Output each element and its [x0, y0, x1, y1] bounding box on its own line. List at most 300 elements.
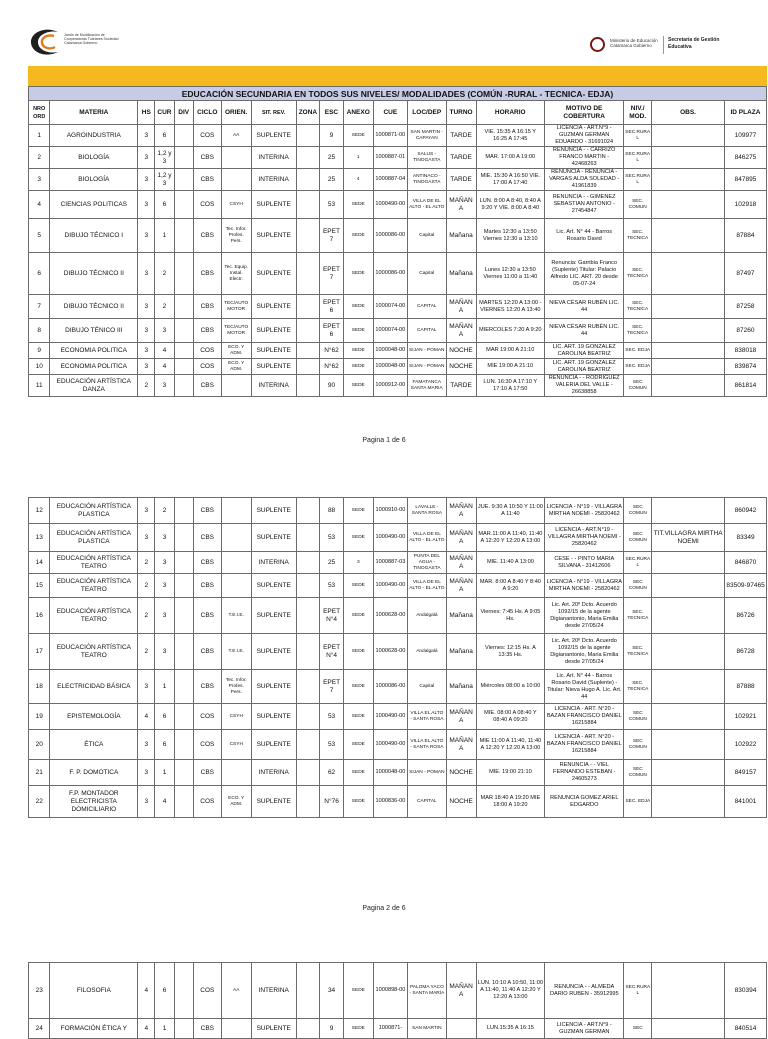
table-body-page-2	[29, 498, 767, 818]
table-cell: N°76	[320, 786, 344, 818]
table-cell: 4	[138, 1019, 155, 1039]
table-cell: FAMATANCA SANTA MARIA	[407, 375, 446, 397]
table-cell: TARDE	[446, 375, 476, 397]
table-cell: SEC COMUN	[624, 730, 652, 760]
table-cell: 18	[29, 670, 50, 704]
table-cell: 1000086-00	[373, 219, 407, 253]
table-cell: SEC COMUN	[624, 498, 652, 524]
table-cell: 17	[29, 634, 50, 670]
table-row	[29, 574, 767, 598]
table-cell: 10	[29, 359, 50, 375]
table-cell: 3	[343, 552, 373, 574]
table-cell: SUPLENTE	[251, 253, 296, 295]
table-cell: MIE 19:00 A 21:10	[476, 359, 545, 375]
table-cell: SEDE	[343, 343, 373, 359]
table-cell	[174, 343, 193, 359]
table-cell	[221, 498, 251, 524]
table-cell: 2	[155, 253, 174, 295]
table-cell: SEDE	[343, 574, 373, 598]
pager-1: Pagina 1 de 6	[362, 437, 406, 444]
table-cell: 21	[29, 760, 50, 786]
table-cell: 19	[29, 704, 50, 730]
table-cell: AGROINDUSTRIA	[50, 125, 138, 147]
table-cell: INTERINA	[251, 375, 296, 397]
table-cell: 1000048-00	[373, 359, 407, 375]
table-cell	[296, 375, 320, 397]
table-cell: 87497	[724, 253, 766, 295]
table-cell: 2	[155, 295, 174, 319]
vacancy-table-page-2	[28, 497, 767, 818]
table-row	[29, 634, 767, 670]
table-cell: ELECTRICIDAD BÁSICA	[50, 670, 138, 704]
table-cell: Andalgalá	[408, 598, 447, 634]
table-cell: MAÑANA	[446, 191, 476, 219]
table-cell: SAN MARTIN - CAPAYAN	[407, 125, 446, 147]
table-row	[29, 704, 767, 730]
table-cell: 15	[29, 574, 50, 598]
table-row	[29, 191, 767, 219]
column-header: MOTIVO DE COBERTURA	[545, 101, 624, 125]
table-cell: 3	[138, 359, 155, 375]
table-row	[29, 760, 767, 786]
table-cell: 3	[138, 147, 155, 169]
table-cell: SEC COMUN	[624, 574, 652, 598]
table-cell: CSYH	[221, 704, 251, 730]
table-cell: CBS	[193, 319, 221, 343]
table-cell	[296, 704, 320, 730]
right-logo	[590, 33, 740, 57]
table-cell: EDUCACIÓN ARTÍSTICA TEATRO	[50, 552, 138, 574]
table-cell: Renuncia: Garribia Franco (Suplente) Titular: Palacio Alfredo LIC. ART. 20 desde 05-07-24	[545, 253, 624, 295]
table-cell: CBS	[193, 219, 221, 253]
table-cell: 1000887-03	[373, 552, 407, 574]
table-cell: TEC/AUTOMOTOR	[221, 319, 251, 343]
table-cell: BIOLOGÍA	[50, 147, 138, 169]
table-cell: Tec. Equip. Instal. Electr.	[221, 253, 251, 295]
table-cell: 83349	[725, 524, 767, 552]
table-cell: 87260	[724, 319, 766, 343]
table-cell: 3	[138, 343, 155, 359]
table-cell: 25	[320, 147, 344, 169]
table-cell: 9	[29, 343, 50, 359]
table-cell: 83509-97465	[725, 574, 767, 598]
table-cell	[652, 552, 725, 574]
table-cell: NOCHE	[446, 786, 476, 818]
table-cell: MIE. 19:00 21:10	[476, 760, 545, 786]
table-cell: 4	[138, 704, 155, 730]
table-cell: SEDE	[343, 786, 373, 818]
table-cell: EDUCACIÓN ARTÍSTICA PLASTICA	[50, 524, 138, 552]
table-row	[29, 1019, 767, 1039]
table-cell	[174, 169, 193, 191]
table-cell: 1	[155, 219, 174, 253]
table-cell: 1000490-00	[373, 191, 407, 219]
table-cell: MIE. 11:40 A 13:00	[476, 552, 545, 574]
pager-2: Pagina 2 de 6	[362, 905, 406, 912]
table-cell: 3	[155, 634, 174, 670]
column-header: ANEXO	[343, 101, 373, 125]
table-cell	[174, 670, 193, 704]
table-cell: SEC COMUN	[624, 704, 652, 730]
table-cell	[652, 574, 725, 598]
table-cell	[296, 147, 320, 169]
table-cell: LIC. ART. 19 GONZALEZ CAROLINA BEATRIZ	[545, 343, 624, 359]
column-header: ESC	[320, 101, 344, 125]
table-cell: SEC. TECNICA	[624, 634, 652, 670]
column-header: CICLO	[193, 101, 221, 125]
table-cell: SEC. EDJA	[624, 359, 652, 375]
table-row	[29, 524, 767, 552]
table-cell	[652, 343, 725, 359]
table-cell: CSYH	[221, 730, 251, 760]
column-header: DIV	[174, 101, 193, 125]
table-cell: F. P. DOMOTICA	[50, 760, 138, 786]
table-cell: CBS	[193, 253, 221, 295]
column-header: ORIEN.	[221, 101, 251, 125]
table-cell: SIJAN - POMAN	[408, 760, 447, 786]
table-cell: 6	[155, 963, 174, 1019]
table-cell: EPET N°4	[320, 634, 344, 670]
left-logo	[28, 28, 120, 58]
table-cell: 2	[138, 375, 155, 397]
table-cell: Lunes 12:30 a 13:50 Viernes 11:00 a 11:40	[476, 253, 545, 295]
table-cell: CBS	[193, 524, 221, 552]
table-cell: VILLA DE EL ALTO - EL ALTO	[408, 574, 447, 598]
column-header: LOC/DEP	[407, 101, 446, 125]
table-cell: SEC. TECNICA	[624, 319, 652, 343]
table-cell: 1	[155, 760, 174, 786]
ministry-text: Ministerio de Educación Catamarca Gobierno	[610, 38, 658, 48]
table-cell: 1000490-00	[373, 730, 407, 760]
table-cell: LICENCIA - ART.N°9 - GUZMAN GERMAN EDUARDO - 31691024	[545, 125, 624, 147]
table-cell	[296, 125, 320, 147]
table-cell: T.E.I.E.	[221, 634, 251, 670]
table-cell: CBS	[193, 574, 221, 598]
table-cell: SUPLENTE	[251, 704, 296, 730]
table-cell: 3	[138, 524, 155, 552]
table-cell: 25	[320, 169, 344, 191]
table-cell: 1,2 y 3	[155, 169, 174, 191]
table-cell	[296, 253, 320, 295]
table-cell: MAR.11:00 A 11:40, 11:40 A 12:20 Y 12:20 A 13:00	[476, 524, 545, 552]
table-cell: COS	[193, 343, 221, 359]
table-cell: 5	[29, 219, 50, 253]
table-cell	[652, 704, 725, 730]
table-cell: NOCHE	[446, 760, 476, 786]
table-cell: 53	[320, 524, 344, 552]
table-cell: 1000048-00	[373, 760, 407, 786]
table-cell: SEC.RURAL	[624, 125, 652, 147]
table-cell: SEC.RURAL	[624, 169, 652, 191]
table-cell: CBS	[193, 169, 221, 191]
table-cell: Lic. Art. N° 44 - Barros Rosario David (Suplente) - Titular: Nieva Hugo A. Lic. Art. 44	[545, 670, 624, 704]
table-cell: MAR. 8:00 A 8:40 Y 8:40 A 9:20	[476, 574, 545, 598]
table-title: EDUCACIÓN SECUNDARIA EN TODOS SUS NIVELES/ MODALIDADES (COMÚN -RURAL - TECNICA- EDJA)	[29, 87, 767, 101]
table-cell	[221, 1019, 251, 1039]
table-body-page-3	[29, 963, 767, 1039]
table-cell: CBS	[193, 498, 221, 524]
table-cell: VILLA EL ALTO - SANTA ROSA	[408, 704, 447, 730]
table-cell: Tec. Infor. Profes. Pers.	[221, 670, 251, 704]
table-cell: SUPLENTE	[251, 1019, 296, 1039]
table-cell: CBS	[193, 375, 221, 397]
table-cell: SEC	[624, 1019, 652, 1039]
table-cell: EDUCACIÓN ARTÍSTICA PLASTICA	[50, 498, 138, 524]
table-cell: RENUNCIA - - GIMENEZ SEBASTIAN ANTONIO - 27454847	[545, 191, 624, 219]
table-cell: Andalgalá	[408, 634, 447, 670]
table-row	[29, 786, 767, 818]
table-cell	[296, 730, 320, 760]
table-cell: AA	[221, 125, 251, 147]
table-cell: SALUS - TINOGASTA	[407, 147, 446, 169]
table-cell: SEDE	[343, 375, 373, 397]
table-row	[29, 295, 767, 319]
table-cell: EDUCACIÓN ARTÍSTICA TEATRO	[50, 574, 138, 598]
table-cell: MIE. 08:00 A 08:40 Y 08:40 A 09:20	[476, 704, 545, 730]
table-row	[29, 963, 767, 1019]
table-cell: MAR 19:00 A 21:10	[476, 343, 545, 359]
table-cell: BIOLOGÍA	[50, 169, 138, 191]
table-cell	[221, 574, 251, 598]
table-row	[29, 169, 767, 191]
table-cell: 2	[155, 498, 174, 524]
table-cell: 12	[29, 498, 50, 524]
table-cell: SUPLENTE	[251, 598, 296, 634]
table-cell: 1000074-00	[373, 295, 407, 319]
table-row	[29, 125, 767, 147]
table-cell: 25	[320, 552, 344, 574]
table-cell: 838018	[724, 343, 766, 359]
table-cell	[652, 295, 725, 319]
table-cell	[174, 760, 193, 786]
table-row	[29, 598, 767, 634]
table-cell: TEC/AUTOMOTOR	[221, 295, 251, 319]
table-cell: EPISTEMOLOGÍA	[50, 704, 138, 730]
column-header: CUE	[373, 101, 407, 125]
table-cell: 1000048-00	[373, 343, 407, 359]
table-cell: SEC. EDJA	[624, 343, 652, 359]
table-cell: SUPLENTE	[251, 786, 296, 818]
table-cell: 3	[138, 219, 155, 253]
table-cell: SUPLENTE	[251, 634, 296, 670]
table-cell: COS	[193, 730, 221, 760]
table-cell: 13	[29, 524, 50, 552]
table-cell: SUPLENTE	[251, 524, 296, 552]
table-cell: 3	[155, 574, 174, 598]
table-cell: SEDE	[343, 730, 373, 760]
table-cell: SEC. EDJA	[624, 786, 652, 818]
table-cell: 86728	[725, 634, 767, 670]
column-header: ID PLAZA	[724, 101, 766, 125]
table-cell: SEDE	[343, 191, 373, 219]
table-cell: CSYH	[221, 191, 251, 219]
table-cell: MAÑANA	[446, 574, 476, 598]
table-cell	[221, 375, 251, 397]
table-cell: AA	[221, 963, 251, 1019]
table-cell: 1000628-00	[373, 598, 407, 634]
table-cell	[174, 598, 193, 634]
table-cell	[221, 169, 251, 191]
table-cell	[652, 319, 725, 343]
table-cell: CAPITAL	[407, 319, 446, 343]
table-cell: 1000086-00	[373, 253, 407, 295]
table-cell: 24	[29, 1019, 50, 1039]
table-cell: 1	[155, 670, 174, 704]
table-cell: NOCHE	[446, 359, 476, 375]
table-cell: INTERINA	[251, 552, 296, 574]
table-cell: LUN. 16:30 A 17:10 Y 17:10 A 17:50	[476, 375, 545, 397]
table-cell	[652, 125, 725, 147]
table-row	[29, 219, 767, 253]
table-cell: 1000887-01	[373, 147, 407, 169]
table-cell: 20	[29, 730, 50, 760]
table-cell	[652, 963, 725, 1019]
table-cell: MAÑANA	[446, 295, 476, 319]
table-cell: INTERINA	[251, 169, 296, 191]
table-cell: SUPLENTE	[251, 191, 296, 219]
table-cell: 62	[320, 760, 344, 786]
table-cell: MIE 11:00 A 11:40, 11:40 A 12:20 Y 12:20 A 13:00	[476, 730, 545, 760]
table-header-row	[29, 101, 767, 125]
table-cell: EDUCACIÓN ARTÍSTICA TEATRO	[50, 598, 138, 634]
table-cell: NOCHE	[446, 343, 476, 359]
table-cell: 1000912-00	[373, 375, 407, 397]
table-cell: SEDE	[343, 125, 373, 147]
table-cell	[174, 295, 193, 319]
table-cell: SEC COMUN	[624, 375, 652, 397]
table-cell: SEDE	[343, 670, 373, 704]
table-cell	[446, 1019, 476, 1039]
table-cell: MAÑANA	[446, 319, 476, 343]
table-cell: LIC. ART. 19 GONZALEZ CAROLINA BEATRIZ	[545, 359, 624, 375]
table-cell	[296, 295, 320, 319]
table-cell: EPET 7	[320, 670, 344, 704]
table-cell: VILLA DE EL ALTO - EL ALTO	[407, 191, 446, 219]
table-cell: 2	[138, 634, 155, 670]
table-cell: SEC.RURAL	[624, 963, 652, 1019]
column-header: OBS.	[652, 101, 725, 125]
column-header: MATERIA	[50, 101, 138, 125]
table-cell: Capital	[407, 219, 446, 253]
table-cell: Lic. Art. 20º Dcto. Acuerdo 1092/15 de la agente Digianantonio, Maria Emilia desde 27/05/24	[545, 598, 624, 634]
table-cell: 2	[138, 598, 155, 634]
table-cell: 1000628-00	[373, 634, 407, 670]
table-cell: CAPITAL	[407, 295, 446, 319]
table-cell	[174, 574, 193, 598]
table-cell: 3	[138, 169, 155, 191]
table-cell	[296, 1019, 320, 1039]
table-cell: 8	[29, 319, 50, 343]
table-cell: LICENCIA - N°19 - VILLAGRA MIRTHA NOEMI - 25820462	[545, 498, 624, 524]
table-cell	[652, 169, 725, 191]
seal-icon	[590, 37, 605, 52]
table-cell	[174, 191, 193, 219]
table-cell: 53	[320, 191, 344, 219]
table-cell: SUPLENTE	[251, 730, 296, 760]
table-cell: SUPLENTE	[251, 359, 296, 375]
table-cell: SUPLENTE	[251, 670, 296, 704]
table-cell: 4	[155, 786, 174, 818]
table-cell: 23	[29, 963, 50, 1019]
vacancy-table-page-3	[28, 962, 767, 1039]
table-cell: 849157	[725, 760, 767, 786]
table-cell: SUPLENTE	[251, 343, 296, 359]
table-cell: JUE. 9:30 A 10:50 Y 11:00 A 11:40	[476, 498, 545, 524]
table-cell: DIBUJO TÉCNICO II	[50, 295, 138, 319]
table-cell: 3	[138, 191, 155, 219]
table-cell: EPET 6	[320, 295, 344, 319]
table-cell: 3	[138, 253, 155, 295]
table-cell	[296, 524, 320, 552]
table-cell: Lic. Art. N° 44 - Barros Rosario David	[545, 219, 624, 253]
table-row	[29, 359, 767, 375]
table-cell: TARDE	[446, 125, 476, 147]
table-cell: 847895	[724, 169, 766, 191]
table-cell: TARDE	[446, 169, 476, 191]
table-cell	[296, 574, 320, 598]
vacancy-table-page-1	[28, 86, 767, 397]
table-cell: SUPLENTE	[251, 219, 296, 253]
table-cell: 841001	[725, 786, 767, 818]
table-cell	[652, 359, 725, 375]
table-cell	[221, 552, 251, 574]
table-row	[29, 319, 767, 343]
table-cell: LAVALLE - SANTA ROSA	[408, 498, 447, 524]
table-cell: SUPLENTE	[251, 319, 296, 343]
table-cell: 87884	[724, 219, 766, 253]
table-cell: MAÑANA	[446, 498, 476, 524]
table-cell: SUPLENTE	[251, 574, 296, 598]
table-cell	[174, 359, 193, 375]
table-row	[29, 253, 767, 295]
table-row	[29, 552, 767, 574]
table-cell: LICENCIA - ART.N°19 - VILLAGRA MIRTHA NOEMI - 25820462	[545, 524, 624, 552]
table-cell: 1000871-00	[373, 125, 407, 147]
table-cell: 87258	[724, 295, 766, 319]
table-cell	[221, 524, 251, 552]
table-cell: SEDE	[343, 704, 373, 730]
table-cell: 1	[155, 1019, 174, 1039]
table-cell: RENUNCIA GOMEZ ARIEL EDGARDO	[545, 786, 624, 818]
table-cell: SEDE	[343, 963, 373, 1019]
table-cell: RENUNCIA - - VIEL FERNANDO ESTEBAN - 24605273	[545, 760, 624, 786]
table-cell: 11	[29, 375, 50, 397]
table-cell: 846870	[725, 552, 767, 574]
table-cell: 830394	[725, 963, 767, 1019]
table-cell: SUPLENTE	[251, 295, 296, 319]
table-cell	[174, 786, 193, 818]
table-cell: FILOSOFIA	[50, 963, 138, 1019]
table-cell: LUN. 10:10 A 10:50, 11:00 A 11:40, 11:40 A 12:20 Y 12:20 A 13:00	[476, 963, 545, 1019]
table-cell: NIEVA CÉSAR RUBÉN LIC. 44	[545, 319, 624, 343]
table-cell: 1,2 y 3	[155, 147, 174, 169]
table-cell	[174, 704, 193, 730]
table-cell: 1	[343, 147, 373, 169]
table-cell: 1000490-00	[373, 524, 407, 552]
table-cell: COS	[193, 191, 221, 219]
table-cell: TIT.VILLAGRA MIRTHA NOEMI	[652, 524, 725, 552]
table-cell: 6	[155, 125, 174, 147]
table-cell: MARTES 12:20 A 13:00 - VIERNES 12:20 A 13:40	[476, 295, 545, 319]
table-cell: SAN MARTIN	[408, 1019, 447, 1039]
table-row	[29, 498, 767, 524]
table-cell: SEDE	[343, 760, 373, 786]
table-cell: PALOMA YACO - SANTA MARÍA	[408, 963, 447, 1019]
table-cell: ECONOMIA POLITICA	[50, 359, 138, 375]
table-cell: 861814	[724, 375, 766, 397]
table-cell: 1000871-	[373, 1019, 407, 1039]
table-cell: FORMACIÓN ÉTICA Y	[50, 1019, 138, 1039]
